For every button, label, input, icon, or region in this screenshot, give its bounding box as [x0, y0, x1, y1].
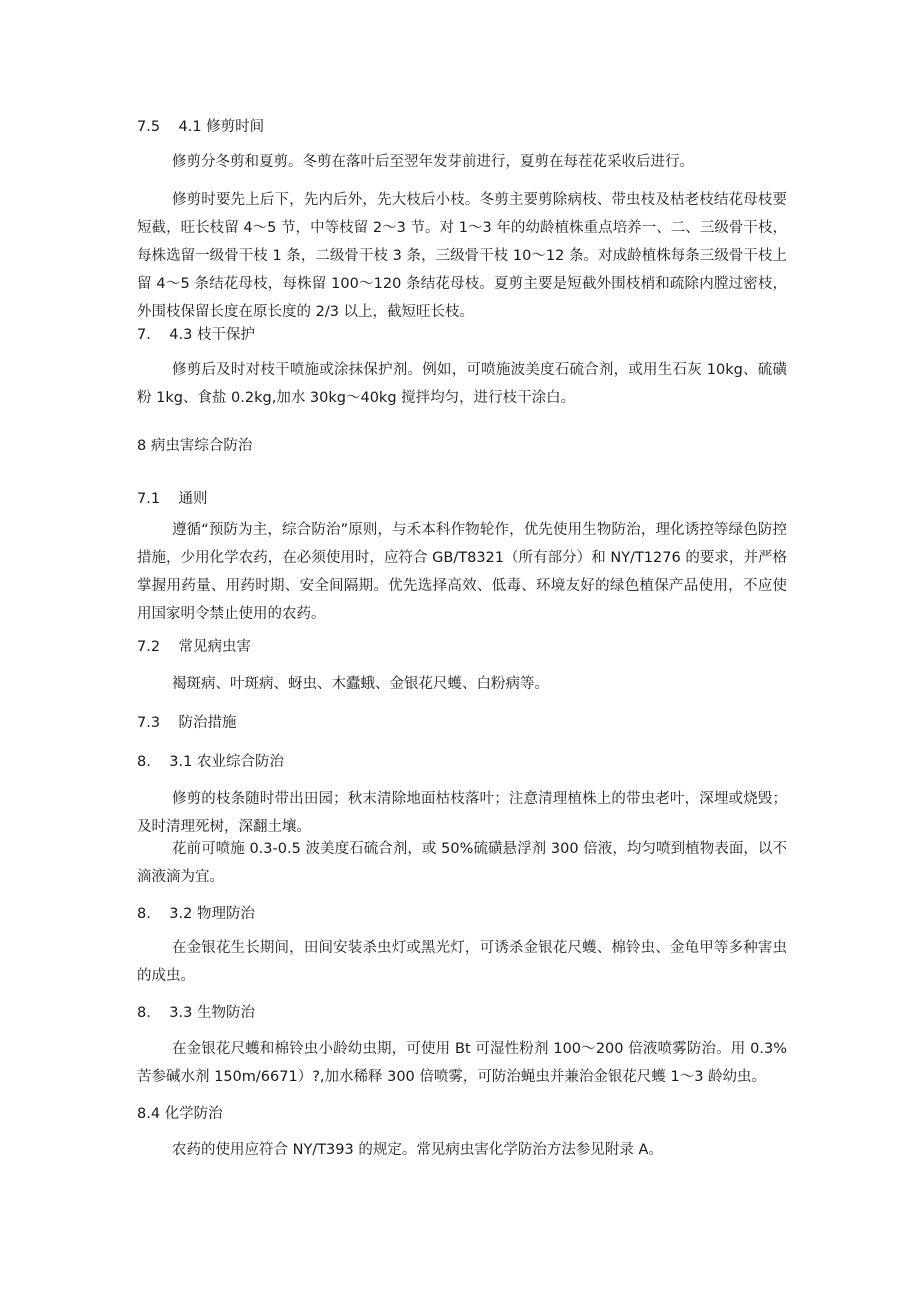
paragraph-branch-protection: 修剪后及时对枝干喷施或涂抹保护剂。例如，可喷施波美度石硫合剂，或用生石灰 10kg、硫磺粉 1kg、食盐 0.2kg,加水 30kg～40kg 搅拌均匀，进行枝干涂白。: [137, 362, 787, 406]
paragraph-prune-method: 修剪时要先上后下，先内后外，先大枝后小枝。冬剪主要剪除病枝、带虫枝及枯老枝结花母枝要短截，旺长枝留 4～5 节，中等枝留 2～3 节。对 1～3 年的幼龄植株重点培养一、二、三级骨干枝，每株选留一级骨干枝 1 条，二级骨干枝 3 条，三级骨干枝 10～12 条。对成龄植株每条三级骨干枝上留 4～5 条结花母枝，每株留 100～120 条结花母枝。夏剪主要是短截外围枝梢和疏除内膛过密枝，外围枝保留长度在原长度的 2/3 以上，截短旺长枝。: [137, 192, 787, 320]
paragraph-common-pests: 褐斑病、叶斑病、蚜虫、木蠹蛾、金银花尺蠖、白粉病等。: [172, 676, 549, 692]
paragraph-physical-control: 在金银花生长期间，田间安装杀虫灯或黑光灯，可诱杀金银花尺蠖、棉铃虫、金龟甲等多种害虫的成虫。: [137, 940, 787, 984]
section-heading-8-3-3: 8. 3.3 生物防治: [137, 1005, 255, 1021]
section-heading-7-2: 7.2 常见病虫害: [137, 639, 251, 655]
paragraph-general-principle: 遵循“预防为主，综合防治”原则，与禾本科作物轮作，优先使用生物防治，理化诱控等绿色防控措施，少用化学农药，在必须使用时，应符合 GB/T8321（所有部分）和 NY/T1276 的要求，并严格掌握用药量、用药时期、安全间隔期。优先选择高效、低毒、环境友好的绿色植保产品使用，不应使用国家明令禁止使用的农药。: [137, 522, 787, 622]
section-heading-8-3-1: 8. 3.1 农业综合防治: [137, 754, 284, 770]
section-heading-7-5-4-1: 7.5 4.1 修剪时间: [137, 119, 265, 135]
paragraph-bio-control: 在金银花尺蠖和棉铃虫小龄幼虫期，可使用 Bt 可湿性粉剂 100～200 倍液喷雾防治。用 0.3%苦参碱水剂 150m/6671）?,加水稀释 300 倍喷雾，可防治蝇虫并兼治金银花尺蠖 1～3 龄幼虫。: [137, 1041, 787, 1085]
section-heading-8-3-2: 8. 3.2 物理防治: [137, 906, 255, 922]
section-heading-7-3: 7.3 防治措施: [137, 715, 237, 731]
paragraph-agri-control-1: 修剪的枝条随时带出田园；秋末清除地面枯枝落叶；注意清理植株上的带虫老叶，深埋或烧毁；及时清理死树，深翻土壤。: [137, 791, 787, 835]
paragraph-chemical-control: 农药的使用应符合 NY/T393 的规定。常见病虫害化学防治方法参见附录 A。: [172, 1142, 663, 1158]
paragraph-agri-control-2: 花前可喷施 0.3-0.5 波美度石硫合剂，或 50%硫磺悬浮剂 300 倍液，均匀喷到植物表面，以不滴液滴为宜。: [137, 841, 787, 885]
section-heading-8-4: 8.4 化学防治: [137, 1106, 223, 1122]
paragraph-prune-season: 修剪分冬剪和夏剪。冬剪在落叶后至翌年发芽前进行，夏剪在每茬花采收后进行。: [172, 154, 694, 170]
section-heading-8: 8 病虫害综合防治: [137, 438, 253, 454]
section-heading-7-1: 7.1 通则: [137, 491, 208, 507]
section-heading-7-4-3: 7. 4.3 枝干保护: [137, 327, 255, 343]
